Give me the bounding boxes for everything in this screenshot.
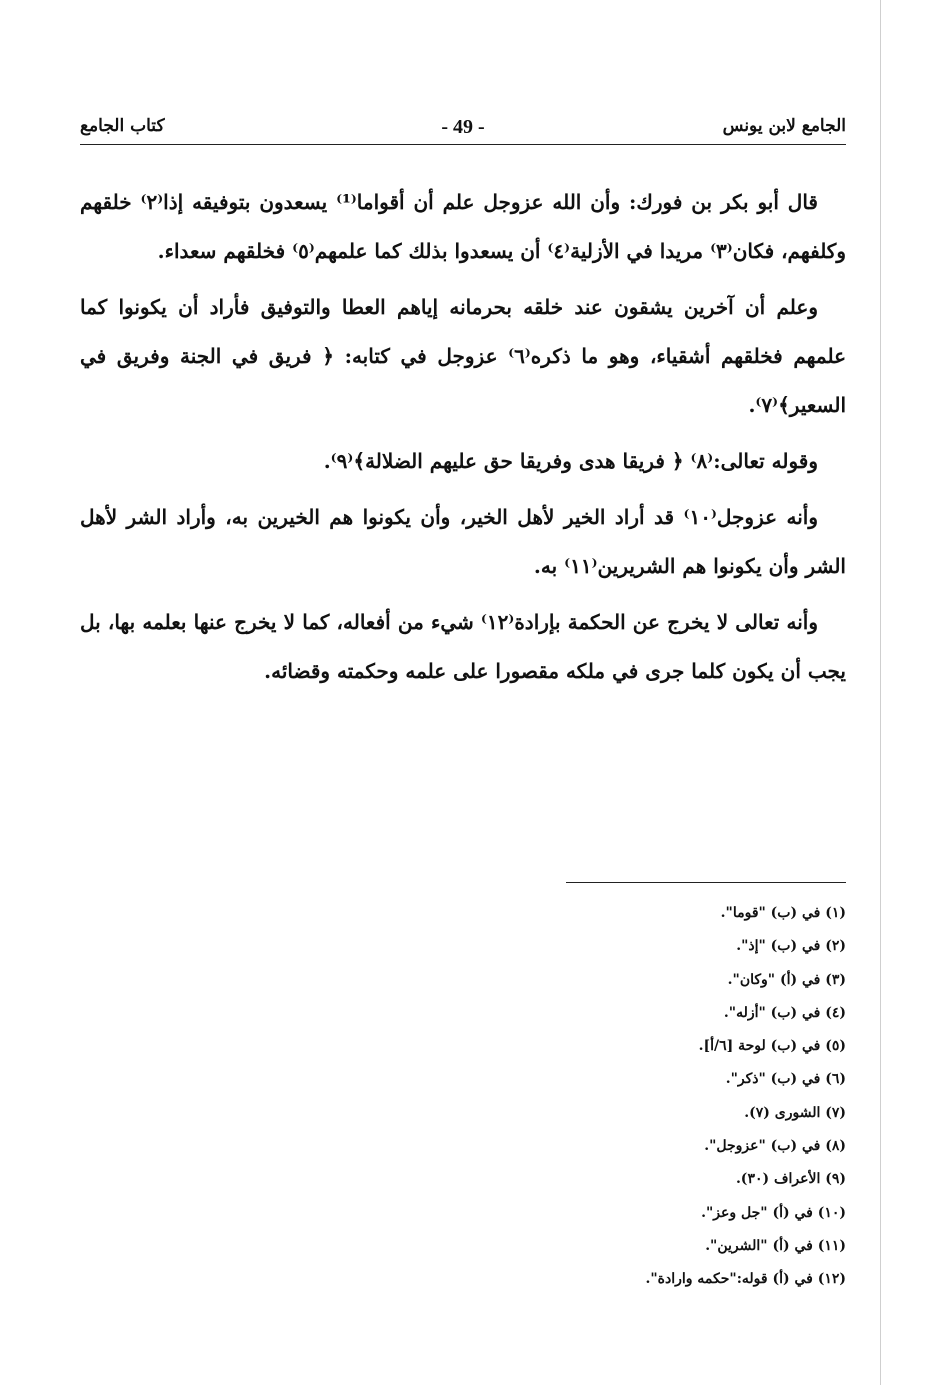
footnote: (٥) في (ب) لوحة [٦/أ].: [698, 1038, 846, 1055]
paragraph-5: وأنه تعالى لا يخرج عن الحكمة بإرادة⁽١٢⁾ شيء من أفعاله، كما لا يخرج عنها بعلمه بها، بل يجب أن يكون كلما جرى في ملكه مقصورا على علمه وحكمته وقضائه.: [80, 610, 846, 683]
paragraph-1: قال أبو بكر بن فورك: وأن الله عزوجل علم أن أقواما⁽¹⁾ يسعدون بتوفيقه إذا⁽٢⁾ خلقهم وكلفهم، فكان⁽٣⁾ مريدا في الأزلية⁽٤⁾ أن يسعدوا بذلك كما علمهم⁽٥⁾ فخلقهم سعداء.: [80, 190, 846, 263]
footnote-separator: [566, 882, 846, 883]
footnote: (٨) في (ب) "عزوجل".: [704, 1138, 846, 1155]
footnote: (٧) الشورى (٧).: [744, 1104, 846, 1121]
paragraph-2: وعلم أن آخرين يشقون عند خلقه بحرمانه إياهم العطا والتوفيق فأراد أن يكونوا كما علمهم فخلقهم أشقياء، وهو ما ذكره⁽٦⁾ عزوجل في كتابه: ﴿ فريق في الجنة وفريق في السعير﴾⁽٧⁾.: [80, 295, 846, 417]
footnote: (١١) في (أ) "الشرين".: [705, 1237, 846, 1254]
page-number: - 49 -: [441, 116, 485, 138]
paragraph-3: وقوله تعالى:⁽٨⁾ ﴿ فريقا هدى وفريقا حق عليهم الضلالة﴾⁽٩⁾.: [323, 449, 818, 473]
header-section-title: كتاب الجامع: [80, 116, 165, 136]
paragraph-4: وأنه عزوجل⁽١٠⁾ قد أراد الخير لأهل الخير، وأن يكونوا هم الخيرين به، وأراد الشر لأهل الشر وأن يكونوا هم الشريرين⁽١١⁾ به.: [80, 505, 846, 578]
footnotes-list: [400, 897, 846, 1297]
footnote: (٤) في (ب) "أزله".: [723, 1004, 846, 1021]
header-book-title: الجامع لابن يونس: [722, 116, 846, 136]
footnote: (٦) في (ب) "ذكر".: [725, 1071, 846, 1088]
footnote: (١) في (ب) "قوما".: [720, 905, 846, 921]
page-edge-line: [880, 0, 881, 1385]
main-text: [80, 178, 846, 703]
footnote: (٣) في (أ) "وكان".: [727, 971, 846, 988]
footnote: (٩) الأعراف (٣٠).: [735, 1171, 846, 1188]
footnote: (٢) في (ب) "إذ".: [736, 938, 846, 955]
footnote: (١٢) في (أ) قوله:"حكمه وارادة".: [645, 1271, 846, 1288]
running-header: [80, 112, 846, 145]
footnote: (١٠) في (أ) "جل وعز".: [701, 1204, 846, 1221]
